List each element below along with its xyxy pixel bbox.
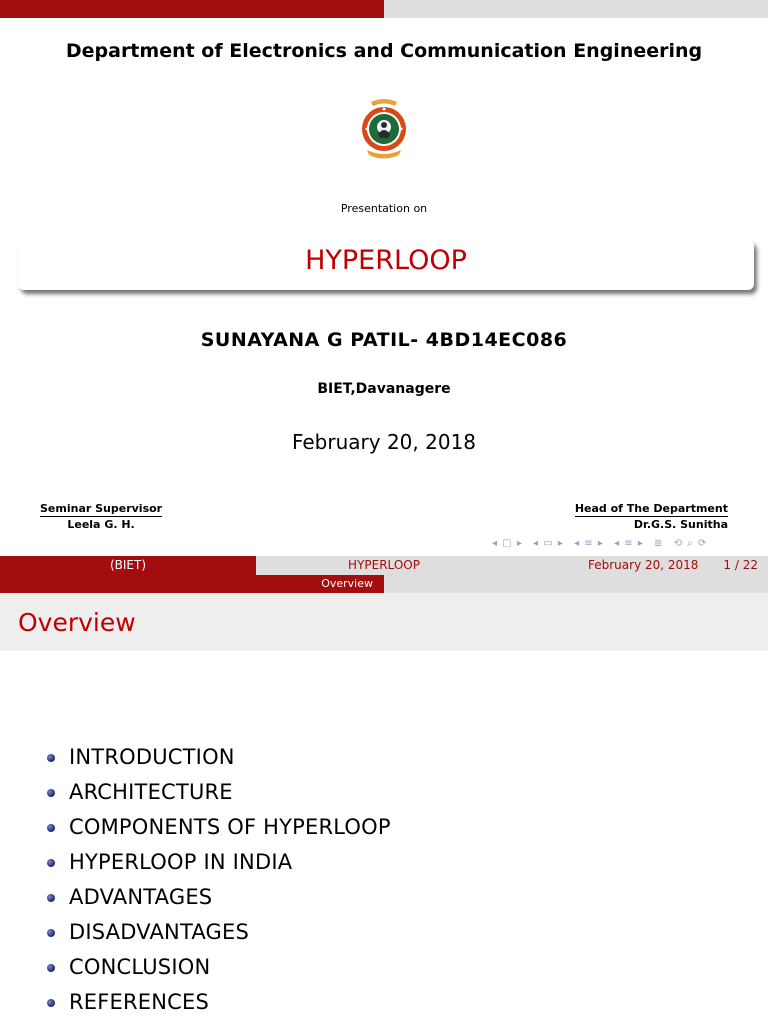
overview-list (44, 740, 391, 1020)
list-item (44, 950, 391, 985)
list-item (44, 915, 391, 950)
list-item-label: INTRODUCTION (69, 745, 235, 769)
supervisor-block (40, 502, 162, 531)
list-item (44, 740, 391, 775)
bullet-icon (47, 789, 55, 797)
search-zoom-icon[interactable]: ⟲ ⌕ ⟳ (673, 538, 708, 549)
section-prev-next-icon[interactable]: ◂ ≡ ▸ (574, 538, 604, 549)
top-decoration-bar (0, 0, 768, 18)
supervisor-role: Seminar Supervisor (40, 502, 163, 515)
footer-date-page (512, 556, 768, 575)
subsection-prev-next-icon[interactable]: ◂ ▭ ▸ (533, 538, 564, 549)
bullet-icon (47, 859, 55, 867)
section-nav-left (0, 575, 384, 593)
presentation-title: HYPERLOOP (305, 245, 467, 276)
list-item-label: COMPONENTS OF HYPERLOOP (69, 815, 391, 839)
list-item (44, 985, 391, 1020)
footer-title: HYPERLOOP (256, 556, 512, 575)
list-item (44, 810, 391, 845)
beamer-navigation-bar (492, 538, 762, 552)
presentation-on-label: Presentation on (340, 202, 428, 215)
bullet-icon (47, 964, 55, 972)
section-nav-right (384, 575, 768, 593)
hod-name: Dr.G.S. Sunitha (633, 518, 728, 531)
list-item-label: HYPERLOOP IN INDIA (69, 850, 293, 874)
section-link-overview[interactable]: Overview (321, 577, 373, 590)
frame-prev-next-icon[interactable]: ◂ ▢ ▸ (492, 538, 523, 549)
slide-prev-next-icon[interactable]: ◂ ≡ ▸ (614, 538, 644, 549)
supervisor-name: Leela G. H. (67, 518, 135, 531)
hod-block (575, 502, 728, 531)
list-item (44, 880, 391, 915)
list-item-label: DISADVANTAGES (69, 920, 250, 944)
footer-bar (0, 556, 768, 575)
list-item (44, 845, 391, 880)
top-bar-red (0, 0, 384, 18)
bullet-icon (47, 999, 55, 1007)
frame-title: Overview (18, 608, 136, 637)
title-box (18, 240, 754, 290)
university-seal-icon (357, 96, 411, 164)
hod-role: Head of The Department (574, 502, 728, 515)
list-item-label: ADVANTAGES (69, 885, 213, 909)
author-name: SUNAYANA G PATIL- 4BD14EC086 (200, 329, 568, 351)
bullet-icon (47, 894, 55, 902)
frame-title-bar (0, 593, 768, 651)
list-item-label: REFERENCES (69, 990, 210, 1014)
bullet-icon (47, 929, 55, 937)
department-heading: Department of Electronics and Communication Engineering (65, 40, 703, 62)
bullet-icon (47, 824, 55, 832)
presentation-date: February 20, 2018 (291, 430, 477, 454)
top-bar-gray (384, 0, 768, 18)
footer-author: (BIET) (0, 556, 256, 575)
list-item-label: CONCLUSION (69, 955, 211, 979)
bullet-icon (47, 754, 55, 762)
toc-icon[interactable]: ≣ (654, 538, 664, 549)
footer-page-number: 1 / 22 (723, 558, 758, 572)
list-item-label: ARCHITECTURE (69, 780, 233, 804)
list-item (44, 775, 391, 810)
section-navigation-bar (0, 575, 768, 593)
footer-date: February 20, 2018 (588, 558, 699, 572)
institute-name: BIET,Davanagere (317, 381, 451, 397)
